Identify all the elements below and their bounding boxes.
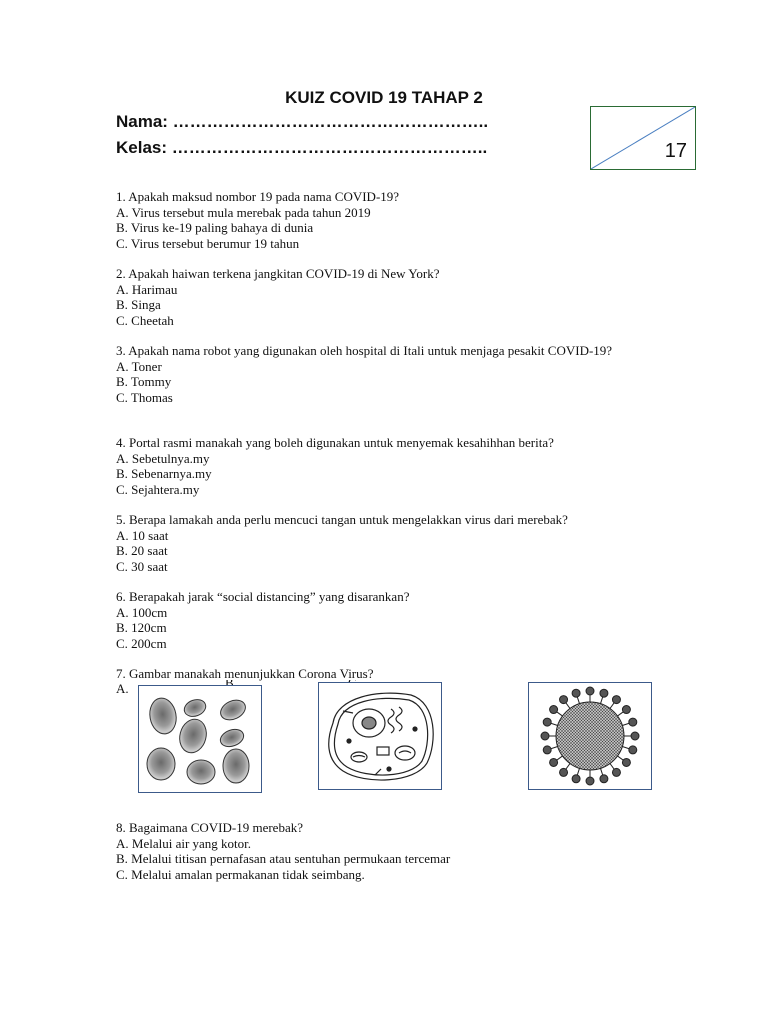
spike-head	[550, 758, 558, 766]
question-text: 6. Berapakah jarak “social distancing” yang disarankan?	[116, 589, 410, 604]
spike-head	[586, 687, 594, 695]
spike-head	[560, 768, 568, 776]
spike-head	[586, 777, 594, 785]
option-a: A. 100cm	[116, 604, 168, 620]
question-text: 4. Portal rasmi manakah yang boleh digunakan untuk menyemak kesahihhan berita?	[116, 435, 554, 450]
spike-head	[543, 718, 551, 726]
class-field-label: Kelas: ………………………………………………..	[116, 138, 488, 157]
option-c: C. Melalui amalan permakanan tidak seimbang.	[116, 866, 365, 882]
spike-head	[600, 775, 608, 783]
option-c: C. 200cm	[116, 635, 167, 651]
option-b: B. Tommy	[116, 374, 172, 389]
coronavirus-illustration	[529, 683, 651, 789]
spike-head	[600, 689, 608, 697]
option-a: A. Harimau	[116, 281, 178, 297]
spike-head	[541, 732, 549, 740]
question-text: 7. Gambar manakah menunjukkan Corona Virus?	[116, 666, 374, 681]
spike-head	[612, 768, 620, 776]
image-coronavirus	[528, 682, 652, 790]
option-c: C. Sejahtera.my	[116, 481, 200, 497]
question-text: 5. Berapa lamakah anda perlu mencuci tangan untuk mengelakkan virus dari merebak?	[116, 512, 568, 527]
spike-head	[622, 758, 630, 766]
question-text: 8. Bagaimana COVID-19 merebak?	[116, 820, 303, 835]
spike-head	[629, 718, 637, 726]
spike-head	[631, 732, 639, 740]
question-2	[116, 266, 646, 328]
spike-head	[612, 696, 620, 704]
option-b: B. Sebenarnya.my	[116, 466, 212, 481]
option-c: C. Virus tersebut berumur 19 tahun	[116, 235, 300, 251]
question-text: 2. Apakah haiwan terkena jangkitan COVID-19 di New York?	[116, 266, 440, 281]
option-c: C. 30 saat	[116, 558, 168, 574]
score-box	[590, 106, 696, 170]
question-5	[116, 512, 646, 574]
name-field-label: Nama: ………………………………………………..	[116, 112, 489, 131]
quiz-title: KUIZ COVID 19 TAHAP 2	[285, 88, 483, 107]
option-a: A. Toner	[116, 358, 162, 374]
spike-head	[572, 775, 580, 783]
spike-head	[560, 696, 568, 704]
option-c: C. Thomas	[116, 389, 173, 405]
option-b: B. 120cm	[116, 620, 167, 635]
spike-head	[629, 746, 637, 754]
question-3	[116, 343, 646, 405]
image-red-blood-cells	[138, 685, 262, 793]
option-b: B. 20 saat	[116, 543, 168, 558]
spike-head	[550, 706, 558, 714]
option-a: A. Melalui air yang kotor.	[116, 835, 252, 851]
option-a: A. 10 saat	[116, 527, 169, 543]
option-a: A. Virus tersebut mula merebak pada tahun 2019	[116, 204, 371, 220]
option-b: B. Singa	[116, 297, 161, 312]
question-4	[116, 435, 646, 497]
question-7	[116, 666, 646, 682]
question-text: 3. Apakah nama robot yang digunakan oleh hospital di Itali untuk menjaga pesakit COVID-19?	[116, 343, 613, 358]
spike-head	[622, 706, 630, 714]
option-a: A. Sebetulnya.my	[116, 450, 210, 466]
spike-head	[572, 689, 580, 697]
option-b: B. Virus ke-19 paling bahaya di dunia	[116, 220, 314, 235]
image-animal-cell	[318, 682, 442, 790]
option-c: C. Cheetah	[116, 312, 174, 328]
question-text: 1. Apakah maksud nombor 19 pada nama COVID-19?	[116, 189, 400, 204]
spike-head	[543, 746, 551, 754]
question-8	[116, 820, 646, 882]
option-b: B. Melalui titisan pernafasan atau sentuhan permukaan tercemar	[116, 851, 451, 866]
animal-cell-illustration	[319, 683, 441, 789]
question-6	[116, 589, 646, 651]
score-value: 17	[664, 140, 687, 162]
red-blood-cells-illustration	[139, 686, 261, 792]
option-a: A.	[116, 681, 129, 696]
question-1	[116, 189, 646, 251]
